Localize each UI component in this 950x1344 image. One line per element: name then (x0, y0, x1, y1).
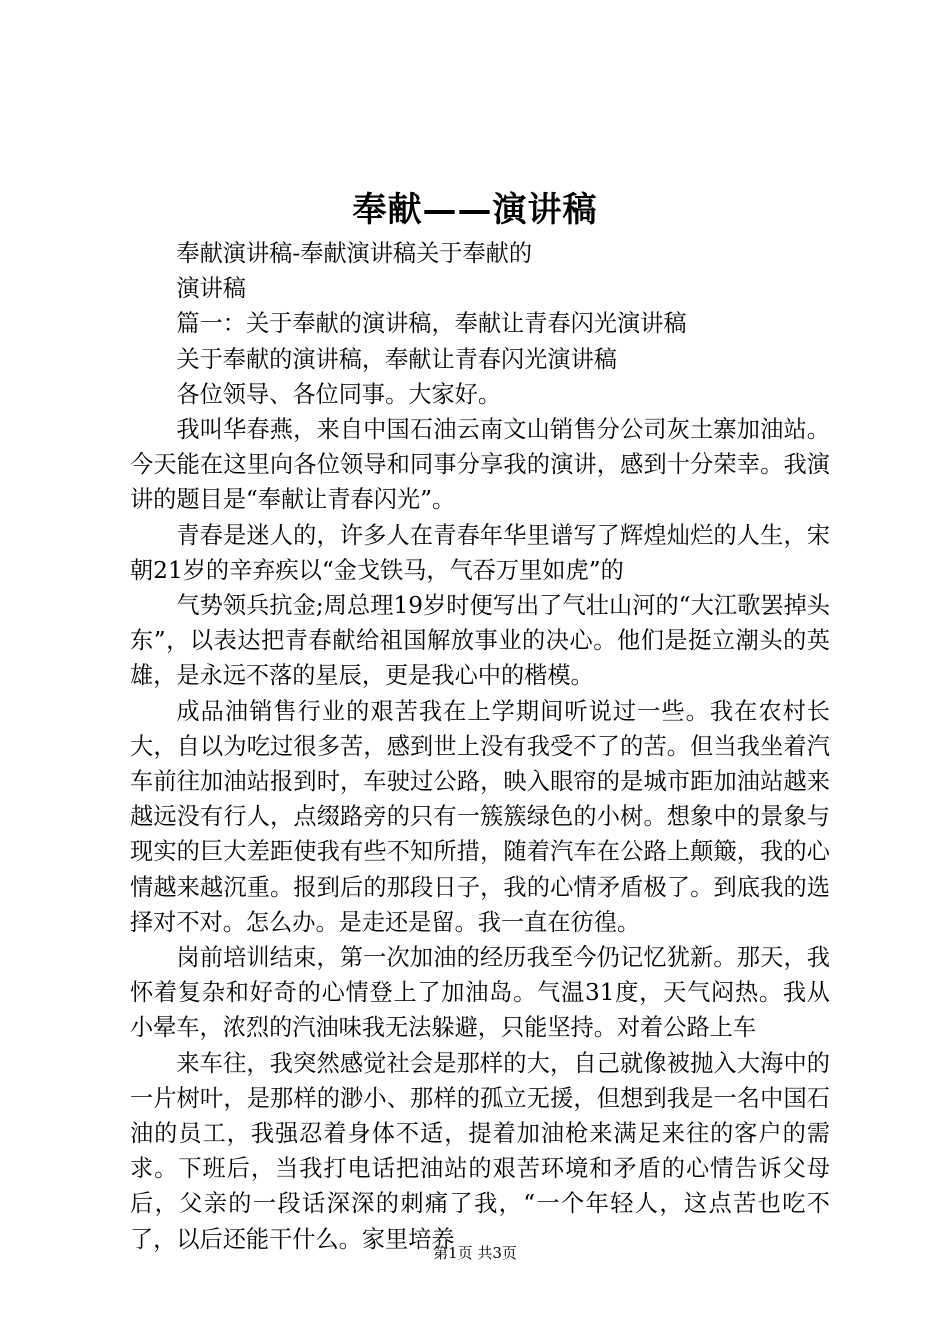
paragraph-text: 来车往，我突然感觉社会是那样的大，自己就像被抛入大海中的一片树叶，是那样的渺小、那样的孤立无援，但想到我是一名中国石油的员工，我强忍着身体不适，提着加油枪来满足来往的客户的需求。下班后，当我打电话把油站的艰苦环境和矛盾的心情告诉父母后，父亲的一段话深深的刺痛了我，“一个年轻人，这点苦也吃不了，以后还能干什么。家里培养 (130, 1049, 830, 1253)
text-line: 篇一：关于奉献的演讲稿，奉献让青春闪光演讲稿 (176, 310, 687, 338)
paragraph (130, 940, 830, 1046)
page-footer: 第1页 共3页 (433, 1244, 517, 1262)
paragraph-text: 气势领兵抗金;周总理19岁时便写出了气壮山河的“大江歌罢掉头东”，以表达把青春献给祖国解放事业的决心。他们是挺立潮头的英雄，是永远不落的星辰，更是我心中的楷模。 (130, 591, 830, 690)
paragraph (130, 412, 830, 518)
text-line: 演讲稿 (176, 275, 246, 303)
paragraph (130, 1046, 830, 1257)
paragraph-text: 青春是迷人的，许多人在青春年华里谱写了辉煌灿烂的人生，宋朝21岁的辛弃疾以“金戈铁马，气吞万里如虎”的 (130, 521, 830, 584)
paragraph (130, 588, 830, 694)
text-line: 各位领导、各位同事。大家好。 (176, 380, 502, 408)
paragraph (130, 694, 830, 940)
text-line: 关于奉献的演讲稿，奉献让青春闪光演讲稿 (176, 345, 617, 373)
paragraph-text: 岗前培训结束，第一次加油的经历我至今仍记忆犹新。那天，我怀着复杂和好奇的心情登上了加油岛。气温31度，天气闷热。我从小晕车，浓烈的汽油味我无法躲避，只能坚持。对着公路上车 (130, 943, 830, 1042)
document-body (130, 236, 830, 1257)
text-line: 奉献演讲稿-奉献演讲稿关于奉献的 (176, 240, 533, 267)
paragraph-text: 我叫华春燕，来自中国石油云南文山销售分公司灰土寨加油站。今天能在这里向各位领导和同事分享我的演讲，感到十分荣幸。我演讲的题目是“奉献让青春闪光”。 (130, 415, 830, 514)
document-title: 奉献——演讲稿 (352, 190, 598, 230)
paragraph-text: 成品油销售行业的艰苦我在上学期间听说过一些。我在农村长大，自以为吃过很多苦，感到世上没有我受不了的苦。但当我坐着汽车前往加油站报到时，车驶过公路，映入眼帘的是城市距加油站越来越远没有行人，点缀路旁的只有一簇簇绿色的小树。想象中的景象与现实的巨大差距使我有些不知所措，随着汽车在公路上颠簸，我的心情越来越沉重。报到后的那段日子，我的心情矛盾极了。到底我的选择对不对。怎么办。是走还是留。我一直在彷徨。 (130, 697, 830, 936)
paragraph (130, 518, 830, 588)
